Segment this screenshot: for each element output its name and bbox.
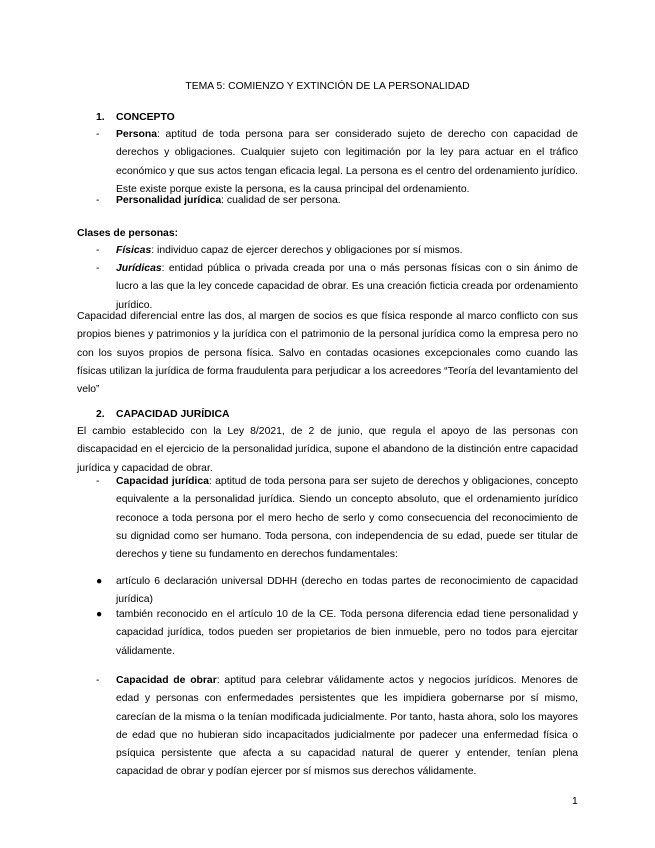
bullet-icon: ●: [96, 609, 103, 620]
dash-marker: -: [96, 263, 100, 274]
section-1-title: CONCEPTO: [116, 112, 175, 123]
dash-marker: -: [96, 195, 100, 206]
definition-capacidad-juridica: : aptitud de toda persona para ser sujeto de derechos y obligaciones, concepto equivalente a la personalidad jurídica. Siendo un concepto absoluto, que el ordenamiento jurídico reconoce a toda persona por el mero hecho de serlo y como consecuencia del reconocimiento de su dignidad como ser humano. Toda persona, con independencia de su edad, puede ser titular de derechos y tiene su fundamento en derechos fundamentales:: [116, 476, 578, 561]
bullet-item-articulo-10: [96, 606, 578, 661]
definition-capacidad-de-obrar: : aptitud para celebrar válidamente actos y negocios jurídicos. Menores de edad y personas con enfermedades persistentes que les impidiera gobernarse por sí mismo, carecían de la misma o la tenían modificada judicialmente. Por tanto, hasta ahora, solo los mayores de edad que no hubieran sido incapacitados judicialmente por padecer una enfermedad física o psíquica persistente que afecta a su capacidad natural de querer y entender, tenían plena capacidad de obrar y podían ejercer por sí mismos sus derechos válidamente.: [116, 675, 578, 778]
clases-heading: [77, 225, 578, 243]
definition-fisicas: : individuo capaz de ejercer derechos y obligaciones por sí mismos.: [151, 245, 463, 256]
bullet-text-articulo-6: artículo 6 declaración universal DDHH (derecho en todas partes de reconocimiento de capacidad jurídica): [116, 576, 578, 606]
list-item-capacidad-juridica: [96, 473, 578, 564]
paragraph-capacidad-diferencial: Capacidad diferencial entre las dos, al margen de socios es que física responde al marco conflicto con sus propios bienes y patrimonios y la jurídica con el patrimonio de la personal jurídica como la empresa pero no con los suyos propios de persona física. Salvo en contadas ocasiones excepcionales como cuando las físicas utilizan la jurídica de forma fraudulenta para perjudicar a los acreedores “Teoría del levantamiento del velo”: [77, 311, 578, 396]
document-title: TEMA 5: COMIENZO Y EXTINCIÓN DE LA PERSONALIDAD: [185, 81, 470, 92]
section-1-heading: [96, 111, 175, 125]
dash-marker: -: [96, 129, 100, 140]
list-item-juridicas: [96, 260, 578, 315]
section-1-number: 1.: [96, 112, 105, 123]
term-capacidad-de-obrar: Capacidad de obrar: [116, 675, 217, 686]
definition-personalidad-juridica: : cualidad de ser persona.: [221, 195, 341, 206]
paragraph-ley-8-2021: El cambio establecido con la Ley 8/2021, de 2 de junio, que regula el apoyo de las personas con discapacidad en el ejercicio de la personalidad jurídica, supone el abandono de la distinción entre capacidad jurídica y capacidad de obrar.: [77, 426, 578, 474]
bullet-item-articulo-6: [96, 573, 578, 610]
dash-marker: -: [96, 476, 100, 487]
term-capacidad-juridica: Capacidad jurídica: [116, 476, 209, 487]
term-persona: Persona: [116, 129, 158, 140]
list-item-capacidad-de-obrar: [96, 672, 578, 782]
dash-marker: -: [96, 245, 100, 256]
term-juridicas: Jurídicas: [116, 263, 162, 274]
bullet-icon: ●: [96, 576, 103, 587]
section-2-heading: [96, 408, 230, 422]
section-2-title: CAPACIDAD JURÍDICA: [116, 409, 230, 420]
bullet-text-articulo-10: también reconocido en el artículo 10 de la CE. Toda persona diferencia edad tiene personalidad y capacidad jurídica, todos pueden ser propietarios de bien inmueble, pero no todos para ejercitar válidamente.: [116, 609, 578, 657]
definition-juridicas: : entidad pública o privada creada por una o más personas físicas con o sin ánimo de lucro a las que la ley concede capacidad de obrar. Es una creación ficticia creada por ordenamiento jurídico.: [116, 263, 578, 311]
term-fisicas: Físicas: [116, 245, 152, 256]
term-personalidad-juridica: Personalidad jurídica: [116, 195, 222, 206]
definition-persona: : aptitud de toda persona para ser considerado sujeto de derecho con capacidad de derechos y obligaciones. Cualquier sujeto con legitimación por la ley para actuar en el tráfico económico y que sus actos tengan eficacia legal. La persona es el centro del ordenamiento jurídico. Este existe porque existe la persona, es la causa principal del ordenamiento.: [116, 129, 578, 195]
list-item-persona: [96, 126, 578, 199]
section-2-number: 2.: [96, 409, 105, 420]
page-number: 1: [572, 796, 578, 807]
list-item-personalidad-juridica: [96, 192, 578, 210]
dash-marker: -: [96, 675, 100, 686]
list-item-fisicas: [96, 242, 578, 260]
clases-heading-text: Clases de personas:: [77, 228, 179, 239]
